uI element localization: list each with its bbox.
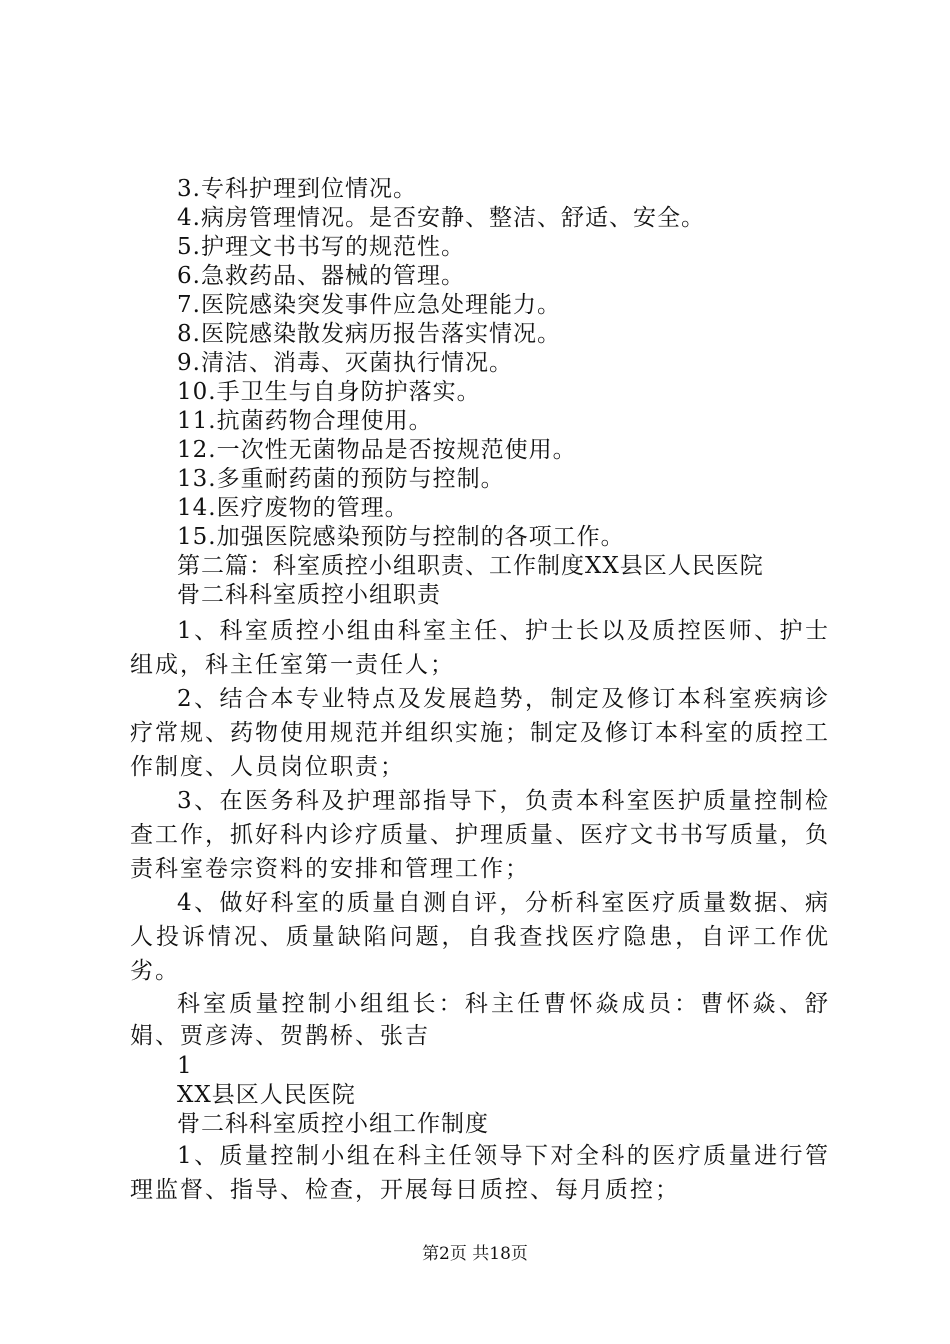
section-subtitle: 骨二科科室质控小组工作制度: [177, 1111, 489, 1137]
list-item: 7.医院感染突发事件应急处理能力。: [177, 292, 561, 318]
list-item: 8.医院感染散发病历报告落实情况。: [177, 321, 561, 347]
list-item: 10.手卫生与自身防护落实。: [177, 379, 481, 405]
section-title: 第二篇：科室质控小组职责、工作制度XX县区人民医院: [177, 553, 764, 579]
hospital-name: XX县区人民医院: [177, 1082, 356, 1108]
page-marker: 1: [177, 1053, 193, 1079]
list-item: 5.护理文书书写的规范性。: [177, 234, 465, 260]
list-item: 12.一次性无菌物品是否按规范使用。: [177, 437, 577, 463]
list-item: 15.加强医院感染预防与控制的各项工作。: [177, 524, 625, 550]
paragraph: 3、在医务科及护理部指导下，负责本科室医护质量控制检查工作，抓好科内诊疗质量、护理质量、医疗文书书写质量，负责科室卷宗资料的安排和管理工作；: [130, 788, 830, 882]
list-item: 9.清洁、消毒、灭菌执行情况。: [177, 350, 513, 376]
checklist: [130, 175, 830, 552]
page-footer: 第2页 共18页: [422, 1244, 528, 1264]
list-item: 6.急救药品、器械的管理。: [177, 263, 465, 289]
list-item: 3.专科护理到位情况。: [177, 176, 417, 202]
paragraph: 2、结合本专业特点及发展趋势，制定及修订本科室疾病诊疗常规、药物使用规范并组织实施；制定及修订本科室的质控工作制度、人员岗位职责；: [130, 686, 830, 780]
list-item: 11.抗菌药物合理使用。: [177, 408, 433, 434]
list-item: 14.医疗废物的管理。: [177, 495, 409, 521]
list-item: 4.病房管理情况。是否安静、整洁、舒适、安全。: [177, 205, 705, 231]
list-item: 13.多重耐药菌的预防与控制。: [177, 466, 505, 492]
document-body: [130, 175, 830, 1207]
paragraph: 4、做好科室的质量自测自评，分析科室医疗质量数据、病人投诉情况、质量缺陷问题，自我查找医疗隐患，自评工作优劣。: [130, 890, 830, 984]
section-subtitle: 骨二科科室质控小组职责: [177, 582, 441, 608]
paragraph-members: 科室质量控制小组组长：科主任曹怀焱成员：曹怀焱、舒娟、贾彦涛、贺鹊桥、张吉: [130, 991, 830, 1049]
paragraph: 1、质量控制小组在科主任领导下对全科的医疗质量进行管理监督、指导、检查，开展每日质控、每月质控；: [130, 1143, 830, 1203]
paragraph: 1、科室质控小组由科室主任、护士长以及质控医师、护士组成，科主任室第一责任人；: [130, 618, 830, 678]
